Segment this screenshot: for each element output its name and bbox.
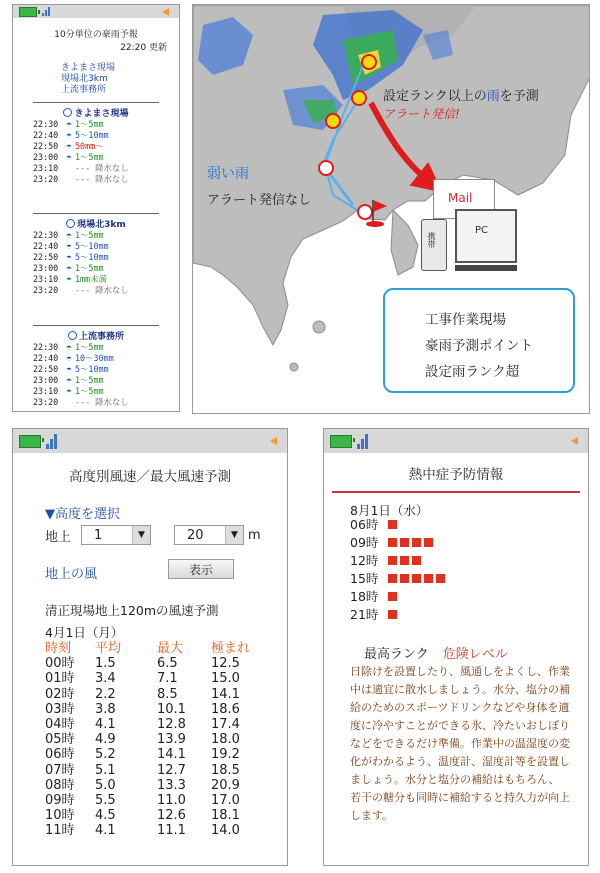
updated-time: 22:20 更新 [120, 43, 167, 53]
table-cell: 17.0 [211, 792, 240, 808]
table-cell: 20.9 [211, 777, 240, 793]
forecast-row: 22:30 ☂ 1～5mm [33, 342, 104, 353]
table-cell: 13.3 [157, 777, 186, 793]
table-cell: 4.9 [95, 732, 116, 748]
battery-icon [19, 435, 41, 448]
forecast-row: 23:20 --- 降水なし [33, 397, 129, 407]
heat-level-square [424, 538, 433, 547]
no-rain-blank [63, 285, 75, 296]
heat-level-square [388, 574, 397, 583]
table-cell: 00時 [45, 656, 75, 672]
signal-icon [357, 434, 368, 449]
umbrella-icon: ☂ [66, 376, 72, 386]
table-row [45, 656, 261, 671]
legend-rank: 設定雨ランク超 [425, 364, 520, 380]
clock-icon [68, 331, 77, 340]
altitude-selector [45, 525, 261, 545]
heat-level-square [400, 574, 409, 583]
signal-icon [42, 7, 50, 16]
legend-point: 豪雨予測ポイント [425, 338, 533, 354]
speaker-icon [162, 8, 169, 16]
table-row [45, 823, 261, 838]
status-bar [324, 429, 588, 453]
umbrella-icon: ☂ [66, 275, 72, 285]
map-legend [383, 288, 575, 393]
pc-base [455, 265, 517, 271]
hour-label: 15時 [350, 571, 379, 586]
table-cell: 06時 [45, 747, 75, 763]
forecast-row: 22:50 ☂ 5～10mm [33, 252, 109, 263]
clock-icon [63, 108, 72, 117]
heat-level-row [350, 551, 448, 569]
heat-level-square [388, 592, 397, 601]
umbrella-icon: ☂ [66, 365, 72, 375]
ground-label: 地上 [45, 529, 72, 545]
table-cell: 12.8 [157, 716, 186, 732]
umbrella-icon: ☂ [66, 387, 72, 397]
show-button[interactable]: 表示 [168, 559, 234, 579]
table-cell: 18.5 [211, 762, 240, 778]
umbrella-icon: ☂ [66, 354, 72, 364]
heat-level-square [388, 556, 397, 565]
forecast-box [33, 325, 159, 408]
table-cell: 09時 [45, 792, 75, 808]
forecast-row: 23:00 ☂ 1～5mm [33, 152, 104, 163]
forecast-row: 23:00 ☂ 1～5mm [33, 263, 104, 274]
table-cell: 14.1 [211, 686, 240, 702]
heat-level-row [350, 569, 448, 587]
hour-label: 09時 [350, 535, 379, 550]
table-cell: 8.5 [157, 686, 178, 702]
umbrella-icon: ☂ [66, 153, 72, 163]
forecast-box [33, 213, 159, 296]
table-cell: 10.1 [157, 701, 186, 717]
table-cell: 4.1 [95, 716, 116, 732]
table-row [45, 717, 261, 732]
table-cell: 15.0 [211, 671, 240, 687]
table-cell: 18.6 [211, 701, 240, 717]
table-row [45, 671, 261, 686]
table-cell: 6.5 [157, 656, 178, 672]
table-row [45, 702, 261, 717]
forecast-row: 22:40 ☂ 5～10mm [33, 130, 109, 141]
rank-label: 最高ランク [364, 647, 429, 662]
wind-forecast-panel [12, 428, 288, 866]
clock-icon [66, 219, 75, 228]
forecast-row: 23:10 --- 降水なし [33, 163, 129, 173]
umbrella-icon: ☂ [66, 142, 72, 152]
heat-level-row [350, 533, 448, 551]
rain-rank-point [352, 91, 366, 105]
forecast-row: 22:40 ☂ 10～30mm [33, 353, 114, 364]
table-cell: 18.0 [211, 732, 240, 748]
table-row [45, 793, 261, 808]
weak-rain-label: 弱い雨 [207, 166, 249, 182]
dropdown-arrow-icon[interactable]: ▼ [132, 526, 150, 544]
mail-icon: Mail [433, 179, 495, 219]
page-title: 熱中症予防情報 [408, 467, 504, 483]
table-row [45, 808, 261, 823]
legend-site: 工事作業現場 [425, 312, 506, 328]
table-cell: 07時 [45, 762, 75, 778]
hour-label: 06時 [350, 517, 379, 532]
forecast-location-title: 現場北3km [33, 217, 159, 230]
location-link[interactable]: 上流事務所 [61, 85, 107, 95]
speaker-icon [571, 437, 578, 445]
heat-level-square [436, 574, 445, 583]
heat-level-list [350, 515, 448, 623]
dropdown-arrow-icon[interactable]: ▼ [225, 526, 243, 544]
umbrella-icon: ☂ [66, 253, 72, 263]
table-cell: 13.9 [157, 732, 186, 748]
table-row [45, 778, 261, 793]
forecast-row: 23:00 ☂ 1～5mm [33, 375, 104, 386]
altitude-select-2[interactable]: 20 ▼ [174, 525, 244, 545]
forecast-row: 22:40 ☂ 5～10mm [33, 241, 109, 252]
table-cell: 5.1 [95, 762, 116, 778]
hour-label: 21時 [350, 607, 379, 622]
mobile-phone-icon: 携帯 [421, 219, 447, 271]
forecast-date: 4月1日（月） [45, 625, 124, 640]
table-cell: 02時 [45, 686, 75, 702]
wind-table [45, 641, 261, 838]
table-cell: 12.5 [211, 656, 240, 672]
heat-level-row [350, 605, 448, 623]
rank-value: 危険レベル [442, 647, 508, 662]
heat-level-square [400, 538, 409, 547]
table-cell: 11時 [45, 823, 75, 839]
heat-level-square [412, 556, 421, 565]
advice-text: 日除けを設置したり、風通しをよくし、作業中は適宜に散水しましょう。水分、塩分の補給のためのスポーツドリンクなどや身体を適度に冷やすことができる氷、冷たいおしぼりなどをできるだけ準備。作業中の温湿度の変化がわかるよう、温度計、湿度計等を設置しましょう。水分と塩分の補給はもちろん、若干の糖分も同時に補給すると持久力が向上します。 [350, 665, 570, 822]
location-link[interactable]: きよまさ現場 [61, 63, 116, 73]
forecast-row: 23:20 --- 降水なし [33, 174, 129, 184]
table-cell: 14.1 [157, 747, 186, 763]
forecast-location-title: 上流事務所 [33, 329, 159, 342]
forecast-row: 22:50 ☂ 5～10mm [33, 364, 109, 375]
table-cell: 17.4 [211, 716, 240, 732]
table-cell: 5.0 [95, 777, 116, 793]
forecast-date: 8月1日（水） [350, 503, 429, 518]
heat-level-square [388, 520, 397, 529]
table-cell: 2.2 [95, 686, 116, 702]
table-cell: 11.1 [157, 823, 186, 839]
umbrella-icon: ☂ [66, 242, 72, 252]
heatstroke-panel [323, 428, 589, 866]
table-cell: 12.6 [157, 808, 186, 824]
prediction-point [358, 205, 372, 219]
table-row [45, 747, 261, 762]
forecast-location-title: きよまさ現場 [33, 106, 159, 119]
status-bar [13, 429, 287, 453]
table-cell: 10時 [45, 808, 75, 824]
table-cell: 5.2 [95, 747, 116, 763]
altitude-select-label: ▼高度を選択 [45, 507, 120, 522]
table-cell: 1.5 [95, 656, 116, 672]
heat-level-square [412, 574, 421, 583]
umbrella-icon: ☂ [66, 131, 72, 141]
table-cell: 19.2 [211, 747, 240, 763]
table-cell: 03時 [45, 701, 75, 717]
table-row [45, 687, 261, 702]
no-rain-blank [63, 397, 75, 408]
umbrella-icon: ☂ [66, 231, 72, 241]
forecast-row: 22:30 ☂ 1～5mm [33, 119, 104, 130]
heat-level-square [412, 538, 421, 547]
battery-icon [330, 435, 352, 448]
alert-label: アラート発信! [383, 107, 460, 121]
table-header: 時刻 平均 最大 極まれ [45, 641, 251, 656]
rain-rank-point [362, 55, 376, 69]
heat-level-square [424, 574, 433, 583]
alert-map-panel [192, 4, 590, 414]
table-cell: 08時 [45, 777, 75, 793]
pc-icon: PC [455, 209, 517, 263]
heat-level-square [400, 556, 409, 565]
hour-label: 12時 [350, 553, 379, 568]
table-cell: 14.0 [211, 823, 240, 839]
battery-icon [19, 7, 37, 17]
table-cell: 04時 [45, 716, 75, 732]
table-row [45, 763, 261, 778]
umbrella-icon: ☂ [66, 343, 72, 353]
altitude-select-1[interactable]: 1 ▼ [81, 525, 151, 545]
table-cell: 4.1 [95, 823, 116, 839]
section-title: 清正現場地上120mの風速予測 [45, 603, 219, 618]
prediction-point [319, 161, 333, 175]
divider [332, 491, 580, 493]
table-cell: 5.5 [95, 792, 116, 808]
table-cell: 3.8 [95, 701, 116, 717]
heat-level-square [388, 610, 397, 619]
heat-level-row [350, 515, 448, 533]
forecast-title: 10分単位の豪雨予報 [54, 30, 138, 40]
no-rain-blank [63, 174, 75, 185]
location-list [13, 63, 179, 96]
status-bar [13, 5, 179, 18]
predict-label: 設定ランク以上の雨を予測 [383, 89, 539, 104]
table-cell: 4.5 [95, 808, 116, 824]
table-cell: 3.4 [95, 671, 116, 687]
table-cell: 18.1 [211, 808, 240, 824]
umbrella-icon: ☂ [66, 264, 72, 274]
table-cell: 7.1 [157, 671, 178, 687]
table-cell: 11.0 [157, 792, 186, 808]
forecast-row: 22:50 ☂ 50mm～ [33, 141, 104, 152]
page-title: 高度別風速／最大風速予測 [69, 469, 231, 485]
max-rank [364, 643, 508, 662]
ground-wind-link[interactable]: 地上の風 [45, 567, 98, 582]
speaker-icon [270, 437, 277, 445]
heat-level-square [388, 538, 397, 547]
forecast-box [33, 102, 159, 185]
signal-icon [46, 434, 57, 449]
table-row [45, 732, 261, 747]
forecast-row: 22:30 ☂ 1～5mm [33, 230, 104, 241]
no-alert-label: アラート発信なし [207, 193, 312, 208]
unit-label: m [248, 527, 261, 543]
hour-label: 18時 [350, 589, 379, 604]
forecast-row: 23:10 ☂ 1mm未満 [33, 274, 107, 285]
heat-level-row [350, 587, 448, 605]
table-cell: 05時 [45, 732, 75, 748]
rain-rank-point [326, 114, 340, 128]
forecast-row: 23:20 --- 降水なし [33, 285, 129, 295]
no-rain-blank [63, 163, 75, 174]
table-cell: 01時 [45, 671, 75, 687]
rain-forecast-panel [12, 4, 180, 412]
table-cell: 12.7 [157, 762, 186, 778]
umbrella-icon: ☂ [66, 120, 72, 130]
location-link[interactable]: 現場北3km [61, 74, 108, 84]
forecast-row: 23:10 ☂ 1～5mm [33, 386, 104, 397]
